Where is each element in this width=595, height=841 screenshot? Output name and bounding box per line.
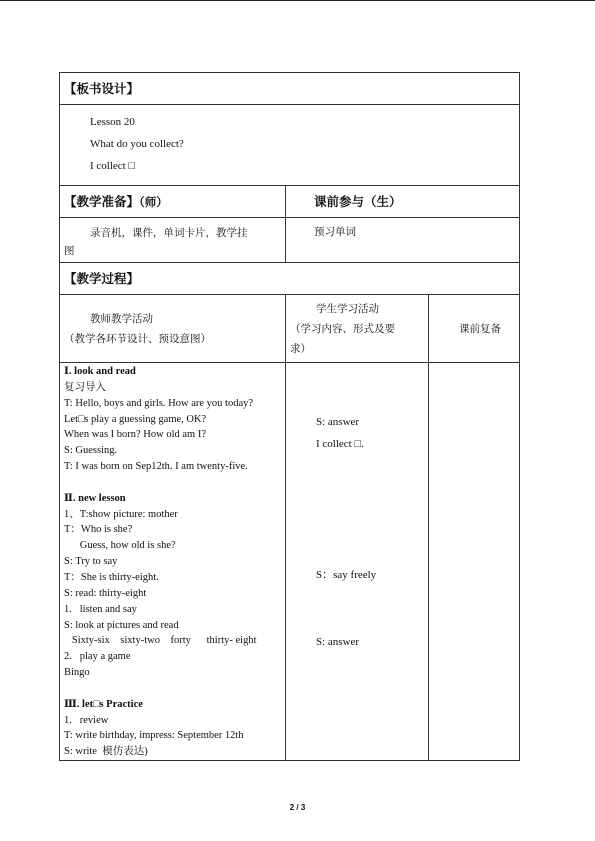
teacher-activity-line: S: Guessing. <box>64 445 118 457</box>
student-answer-2: I collect □. <box>316 438 364 450</box>
teacher-activities <box>60 363 286 761</box>
prep-student-header: 课前参与（生） <box>286 186 520 218</box>
teacher-activity-line: S: write 模仿表达) <box>64 746 148 758</box>
lesson-plan-table <box>59 72 520 761</box>
col1-title: 教师教学活动 <box>90 312 153 325</box>
prep-teacher-text <box>60 218 286 263</box>
teacher-activity-line: T：Who is she? <box>64 524 133 536</box>
teacher-activity-line: S: read: thirty-eight <box>64 587 147 599</box>
page-number: 2 / 3 <box>289 803 306 812</box>
teacher-activity-line: Ⅰ. look and read <box>64 366 136 377</box>
teacher-activity-line: T：She is thirty-eight. <box>64 571 159 583</box>
prep-teacher-line-1: 录音机，课件，单词卡片，教学挂 <box>90 227 248 239</box>
teacher-activity-line: 1. review <box>64 714 109 726</box>
teacher-activity-line: Ⅲ. let□s Practice <box>64 698 143 710</box>
student-answer-1: S: answer <box>316 416 360 428</box>
teacher-activity-line: Sixty-six sixty-two forty thirty- eight <box>64 635 257 647</box>
prep-teacher-header-text: 【教学准备】 <box>64 193 140 209</box>
process-header: 【教学过程】 <box>60 263 520 295</box>
teacher-activity-line: S: look at pictures and read <box>64 619 179 631</box>
review-notes-cell <box>429 363 520 761</box>
teacher-activity-line: Bingo <box>64 667 90 679</box>
student-activities <box>286 363 429 761</box>
col1-subtitle: （教学各环节设计、预设意图） <box>64 332 211 345</box>
teacher-activity-line: When was I born? How old am I? <box>64 429 206 441</box>
student-answer-4: S: answer <box>316 636 360 648</box>
teacher-activity-line: Let□s play a guessing game, OK? <box>64 413 207 425</box>
top-rule <box>0 0 595 1</box>
board-design-content <box>60 105 520 186</box>
board-line-2: What do you collect? <box>90 138 184 150</box>
teacher-activity-line: Guess, how old is she? <box>64 540 176 552</box>
prep-teacher-line-2: 图 <box>64 245 75 257</box>
col2-title: 学生学习活动 <box>316 302 379 315</box>
col2-subtitle-1: （学习内容、形式及要 <box>290 322 395 335</box>
teacher-activity-line: S: Try to say <box>64 556 118 568</box>
teacher-activity-line: 复习导入 <box>64 381 106 393</box>
teacher-activity-line <box>64 475 285 491</box>
student-answer-3: S：say freely <box>316 569 377 581</box>
col2-subtitle-2: 求） <box>290 342 311 355</box>
board-line-1: Lesson 20 <box>90 116 135 128</box>
board-design-header: 【板书设计】 <box>60 73 520 105</box>
teacher-activity-line: Ⅱ. new lesson <box>64 492 126 504</box>
col2-heading <box>286 295 429 363</box>
col3-heading: 课前复备 <box>429 295 520 363</box>
teacher-activity-line: T: Hello, boys and girls. How are you today? <box>64 397 254 409</box>
teacher-activity-line <box>64 681 285 697</box>
teacher-activity-line: 1、T:show picture: mother <box>64 508 178 520</box>
lesson-plan-page <box>59 72 519 761</box>
teacher-activity-line: 1. listen and say <box>64 603 137 615</box>
prep-teacher-suffix: （师） <box>139 194 168 209</box>
board-line-3: I collect □ <box>90 160 136 172</box>
prep-teacher-header <box>60 186 286 218</box>
prep-student-text: 预习单词 <box>286 218 520 263</box>
teacher-activity-line: T: write birthday, impress: September 12th <box>64 730 244 742</box>
teacher-activity-line: T: I was born on Sep12th. I am twenty-five. <box>64 461 248 473</box>
teacher-activity-line: 2. play a game <box>64 651 131 663</box>
col1-heading <box>60 295 286 363</box>
